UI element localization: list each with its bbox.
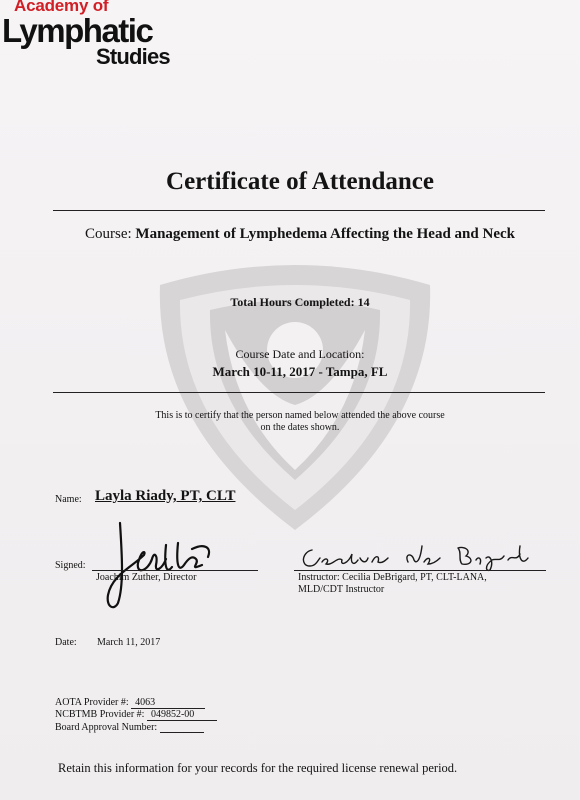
name-label: Name:: [55, 494, 82, 505]
director-signature-icon: [92, 515, 222, 615]
director-signature-line: [92, 570, 258, 571]
course-name: Management of Lymphedema Affecting the Head and Neck: [135, 226, 515, 242]
logo-line2: Lymphatic: [2, 12, 153, 49]
aota-value: 4063: [131, 697, 205, 709]
instructor-block: [298, 572, 528, 596]
board-label: Board Approval Number:: [55, 722, 158, 733]
certificate-title: Certificate of Attendance: [166, 168, 434, 195]
ncbtmb-value: 049852-00: [147, 709, 217, 721]
instructor-line2: MLD/CDT Instructor: [298, 584, 385, 595]
course-label: Course:: [85, 226, 132, 242]
date-location-value: March 10-11, 2017 - Tampa, FL: [212, 364, 388, 379]
attendee-name: Layla Riady, PT, CLT: [95, 488, 236, 504]
date-label: Date:: [55, 637, 77, 648]
retain-note: Retain this information for your records for the required license renewal period.: [58, 761, 458, 775]
title-divider: [53, 210, 545, 211]
section-divider: [53, 392, 545, 393]
certify-statement: This is to certify that the person named below attended the above course on the dates shown.: [155, 410, 445, 433]
aota-label: AOTA Provider #:: [55, 697, 129, 708]
board-row: [55, 721, 204, 733]
issue-date: March 11, 2017: [97, 637, 161, 648]
instructor-signature-line: [294, 570, 546, 571]
ncbtmb-row: [55, 709, 217, 721]
director-name: Joachim Zuther, Director: [96, 572, 197, 583]
course-line: [55, 226, 545, 243]
aota-row: [55, 697, 205, 709]
board-value: [160, 721, 204, 733]
instructor-line1: Instructor: Cecilia DeBrigard, PT, CLT-LANA,: [298, 572, 487, 583]
logo-line1: Academy of: [14, 0, 109, 15]
instructor-signature-icon: [296, 540, 536, 574]
total-hours: Total Hours Completed: 14: [230, 295, 370, 309]
logo-line3: Studies: [96, 44, 170, 69]
signed-label: Signed:: [55, 560, 86, 571]
date-location-label: Course Date and Location:: [235, 347, 365, 361]
ncbtmb-label: NCBTMB Provider #:: [55, 709, 145, 720]
